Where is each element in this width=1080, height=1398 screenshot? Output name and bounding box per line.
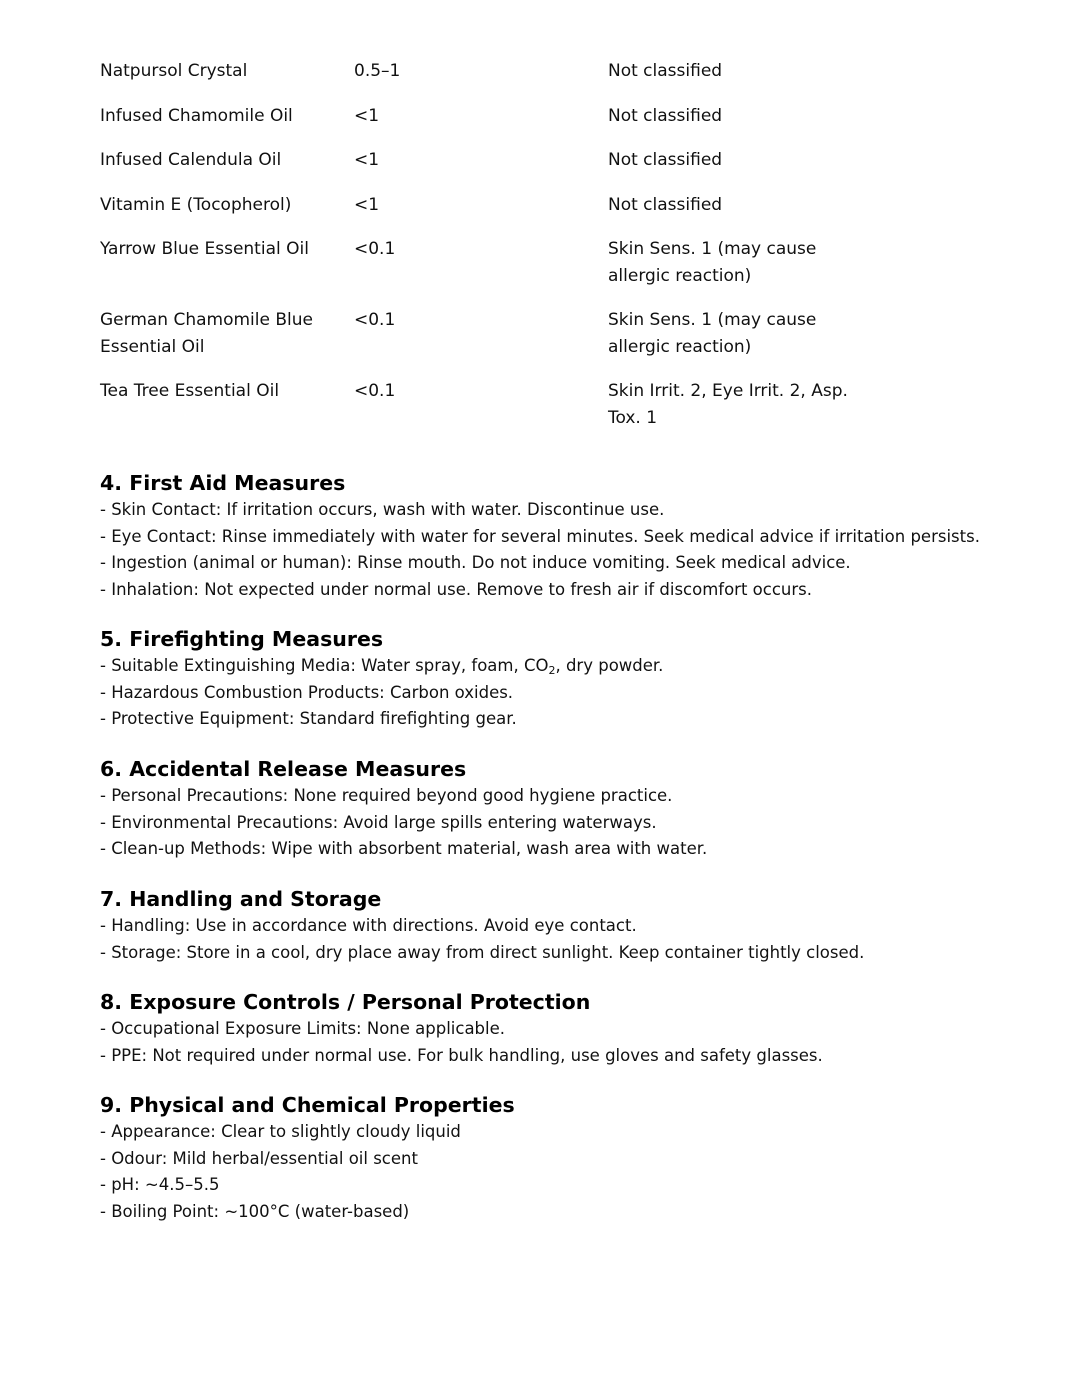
section-exposure-controls: [100, 988, 823, 1069]
section-list: [100, 1016, 823, 1069]
ingredient-name: Tea Tree Essential Oil: [100, 381, 280, 401]
ingredient-classification: Not classified: [608, 194, 723, 215]
section-handling-storage: [100, 885, 864, 966]
section-firefighting: [100, 625, 663, 733]
section-accidental-release: [100, 755, 707, 863]
list-item: - Boiling Point: ~100°C (water-based): [100, 1201, 410, 1221]
ingredient-classification: Not classified: [608, 150, 723, 170]
ingredient-amount: <0.1: [354, 381, 396, 401]
list-item: - Protective Equipment: Standard firefighting gear.: [100, 709, 517, 728]
list-item: - Hazardous Combustion Products: Carbon oxides.: [100, 682, 514, 702]
list-item: - Personal Precautions: None required beyond good hygiene practice.: [100, 786, 673, 805]
ingredient-name: Infused Calendula Oil: [100, 150, 282, 170]
list-item: - Eye Contact: Rinse immediately with water for several minutes. Seek medical advice if irritation persists.: [100, 526, 980, 546]
list-item: - Clean-up Methods: Wipe with absorbent material, wash area with water.: [100, 839, 708, 858]
section-list: [100, 783, 707, 863]
section-title: 5. Firefighting Measures: [100, 627, 384, 651]
ingredient-classification: Skin Sens. 1 (may cause allergic reaction): [608, 310, 817, 357]
list-item: - pH: ~4.5–5.5: [100, 1175, 220, 1194]
section-title: 4. First Aid Measures: [100, 471, 346, 495]
ingredient-amount: <0.1: [354, 239, 396, 259]
section-list: [100, 1119, 515, 1225]
ingredient-classification: Skin Sens. 1 (may cause allergic reaction): [608, 239, 817, 286]
media-text: - Suitable Extinguishing Media: Water spray, foam, CO: [100, 656, 549, 675]
ingredient-name: German Chamomile Blue Essential Oil: [100, 310, 313, 357]
list-item: - Appearance: Clear to slightly cloudy liquid: [100, 1122, 461, 1141]
ingredient-amount: <1: [354, 105, 380, 126]
ingredient-amount: <1: [354, 150, 380, 170]
list-item: - Odour: Mild herbal/essential oil scent: [100, 1148, 418, 1168]
list-item: - Handling: Use in accordance with directions. Avoid eye contact.: [100, 916, 637, 935]
section-physical-chemical: [100, 1091, 515, 1225]
list-item: - Skin Contact: If irritation occurs, wash with water. Discontinue use.: [100, 500, 665, 519]
ingredient-name: Infused Chamomile Oil: [100, 105, 293, 126]
section-title: 8. Exposure Controls / Personal Protection: [100, 990, 591, 1014]
list-item: - Environmental Precautions: Avoid large spills entering waterways.: [100, 812, 657, 832]
list-item: - Ingestion (animal or human): Rinse mouth. Do not induce vomiting. Seek medical advice.: [100, 553, 851, 572]
list-item: - PPE: Not required under normal use. For bulk handling, use gloves and safety glasses.: [100, 1045, 823, 1065]
list-item: - Inhalation: Not expected under normal use. Remove to fresh air if discomfort occurs.: [100, 579, 813, 599]
ingredient-classification: Skin Irrit. 2, Eye Irrit. 2, Asp. Tox. 1: [608, 381, 848, 428]
ingredient-classification: Not classified: [608, 61, 723, 81]
ingredient-amount: <0.1: [354, 310, 396, 330]
section-title: 7. Handling and Storage: [100, 887, 382, 911]
section-list: [100, 653, 663, 733]
section-title: 9. Physical and Chemical Properties: [100, 1093, 515, 1117]
list-item: [100, 653, 663, 680]
section-list: [100, 913, 864, 966]
ingredient-classification: Not classified: [608, 105, 723, 126]
ingredients-table: [100, 58, 1000, 431]
ingredient-amount: 0.5–1: [354, 61, 401, 81]
subscript: 2: [548, 664, 556, 677]
ingredient-name: Natpursol Crystal: [100, 61, 248, 81]
section-title: 6. Accidental Release Measures: [100, 757, 467, 781]
ingredient-name: Vitamin E (Tocopherol): [100, 194, 292, 215]
ingredient-name: Yarrow Blue Essential Oil: [100, 239, 309, 259]
document-page: [100, 58, 1000, 1221]
media-text-suffix: , dry powder.: [555, 656, 664, 675]
section-first-aid: [100, 469, 980, 603]
list-item: - Occupational Exposure Limits: None applicable.: [100, 1019, 506, 1038]
list-item: - Storage: Store in a cool, dry place away from direct sunlight. Keep container tightly closed.: [100, 942, 865, 962]
ingredients-table-wrapper: [100, 58, 1000, 470]
section-list: [100, 497, 980, 603]
ingredient-amount: <1: [354, 194, 380, 215]
